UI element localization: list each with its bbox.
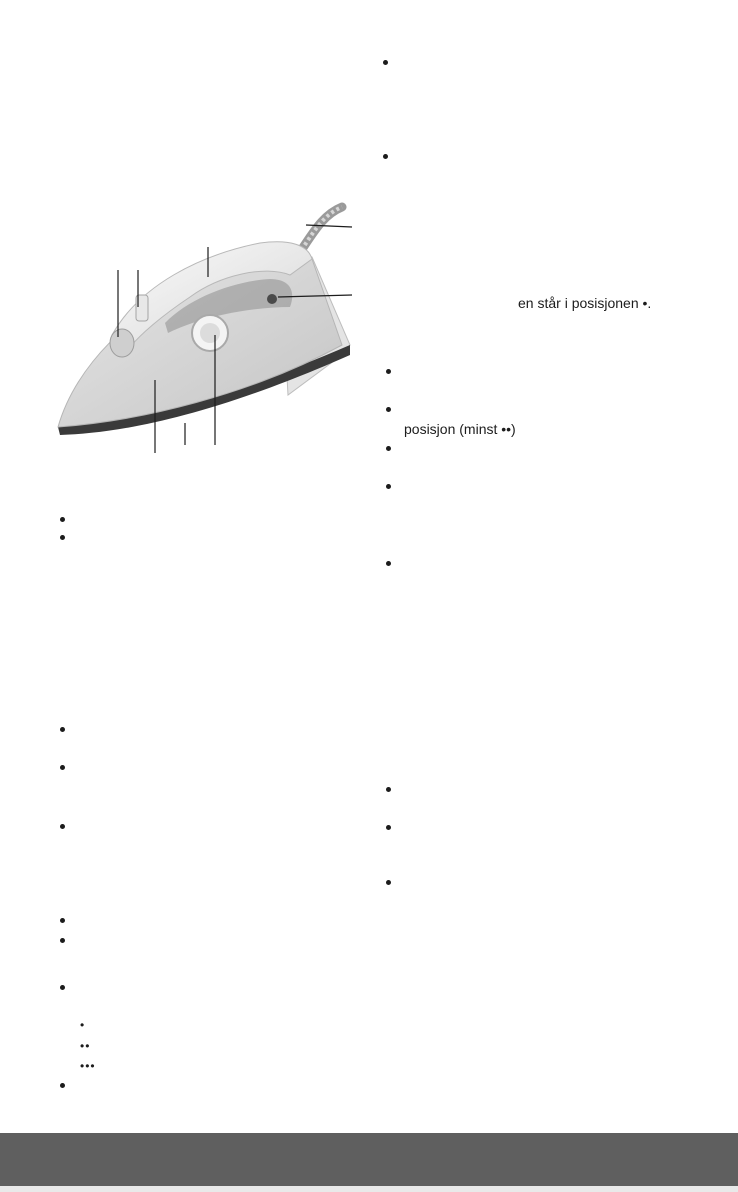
- list-bullet: [60, 918, 65, 923]
- list-bullet: [60, 824, 65, 829]
- list-bullet: [60, 985, 65, 990]
- list-bullet: [60, 727, 65, 732]
- list-bullet: [60, 938, 65, 943]
- list-bullet: [386, 880, 391, 885]
- list-bullet: [60, 535, 65, 540]
- temperature-note: en står i posisjonen •.: [518, 295, 652, 311]
- steam-level-3: •••: [80, 1059, 96, 1073]
- list-bullet: [60, 517, 65, 522]
- list-bullet: [386, 369, 391, 374]
- list-bullet: [386, 787, 391, 792]
- steam-iron-illustration: [50, 195, 360, 460]
- list-bullet: [386, 561, 391, 566]
- list-bullet: [60, 1083, 65, 1088]
- steam-level-2: ••: [80, 1039, 91, 1053]
- list-bullet: [383, 60, 388, 65]
- footer-edge: [0, 1186, 738, 1192]
- footer-band: [0, 1133, 738, 1186]
- list-bullet: [386, 825, 391, 830]
- list-bullet: [386, 446, 391, 451]
- list-bullet: [386, 407, 391, 412]
- list-bullet: [386, 484, 391, 489]
- steam-position-note: posisjon (minst ••): [404, 421, 516, 437]
- list-bullet: [383, 154, 388, 159]
- list-bullet: [60, 765, 65, 770]
- steam-level-1: •: [80, 1018, 86, 1032]
